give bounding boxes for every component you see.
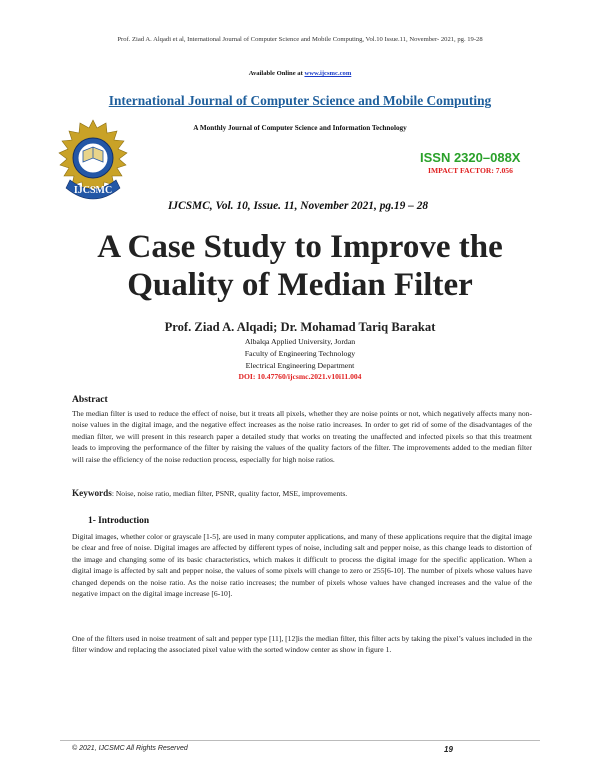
abstract-heading: Abstract [72,394,108,405]
keywords-text: : Noise, noise ratio, median filter, PSNR, quality factor, MSE, improvements. [111,489,348,498]
issn: ISSN 2320–088X [420,150,521,165]
keywords [72,488,532,498]
authors: Prof. Ziad A. Alqadi; Dr. Mohamad Tariq Barakat [164,320,436,334]
available-online [0,70,600,77]
affiliation-faculty: Faculty of Engineering Technology [244,349,356,358]
keywords-label: Keywords [72,488,112,498]
abstract-text: The median filter is used to reduce the effect of noise, but it treats all pixels, whether they are noise points or not, which negatively affects many non-noise values in the digital image, and the negative effect increases as the noise ratio increases. In order to get rid of some of the disadvantages of the median filter, we will present in this research paper a detailed study that works on treating the unaffected and infected pixels so that this treatment leads to improving the performance of the filter by raising the values of the quality factors of the filter. The improvements added to the median filter will raise the efficiency of the noise reduction process, especially for high noise ratios. [72,409,532,464]
footer-divider [60,740,540,741]
title-line-2: Quality of Median Filter [127,267,473,303]
doi[interactable]: DOI: 10.47760/ijcsmc.2021.v10i11.004 [238,372,362,381]
introduction-paragraph-2: One of the filters used in noise treatment of salt and pepper type [11], [12]is the median filter, this filter acts by taking the pixel’s values included in the filter window and replacing the associated pixel value with the sorted window center as show in figure 1. [72,634,532,655]
available-prefix: Available Online at [248,70,305,77]
journal-logo [34,118,152,210]
introduction-paragraph-1: Digital images, whether color or grayscale [1-5], are used in many computer applications, and many of these applications require that the digital image be clear and free of noise. Digital images are affected by different types of noise, including salt and pepper noise, as this change leads to distortion of the image and changing some of its basic characteristics, which makes it difficult to process the digital image for the specific application. When a digital image is affected by salt and pepper noise, the values of some pixels will change to zero or 255[6-10]. The number of pixels whose values have changed depends on the noise ratio. As the noise ratio increases; the number of pixels whose values have changed increases and the value of the negative impact on the digital image increase [6-10]. [72,532,532,599]
impact-factor: IMPACT FACTOR: 7.056 [428,166,513,175]
logo-text: IJCSMC [73,185,113,196]
page-number: 19 [444,745,453,754]
paper-title [0,228,600,304]
affiliation-university: Albalqa Applied University, Jordan [244,337,356,346]
journal-name[interactable]: International Journal of Computer Science and Mobile Computing [108,93,492,108]
affiliation-department: Electrical Engineering Department [245,361,355,370]
journal-website-link[interactable]: www.ijcsmc.com [304,70,352,77]
running-header: Prof. Ziad A. Alqadi et al, International Journal of Computer Science and Mobile Computing, Vol.10 Issue.11, November- 2021, pg. 19-28 [117,36,483,43]
footer-copyright: © 2021, IJCSMC All Rights Reserved [72,745,188,752]
introduction-heading: 1- Introduction [88,516,150,526]
title-line-1: A Case Study to Improve the [97,229,503,265]
citation: IJCSMC, Vol. 10, Issue. 11, November 2021, pg.19 – 28 [168,200,429,212]
journal-tagline: A Monthly Journal of Computer Science and Information Technology [193,124,407,132]
